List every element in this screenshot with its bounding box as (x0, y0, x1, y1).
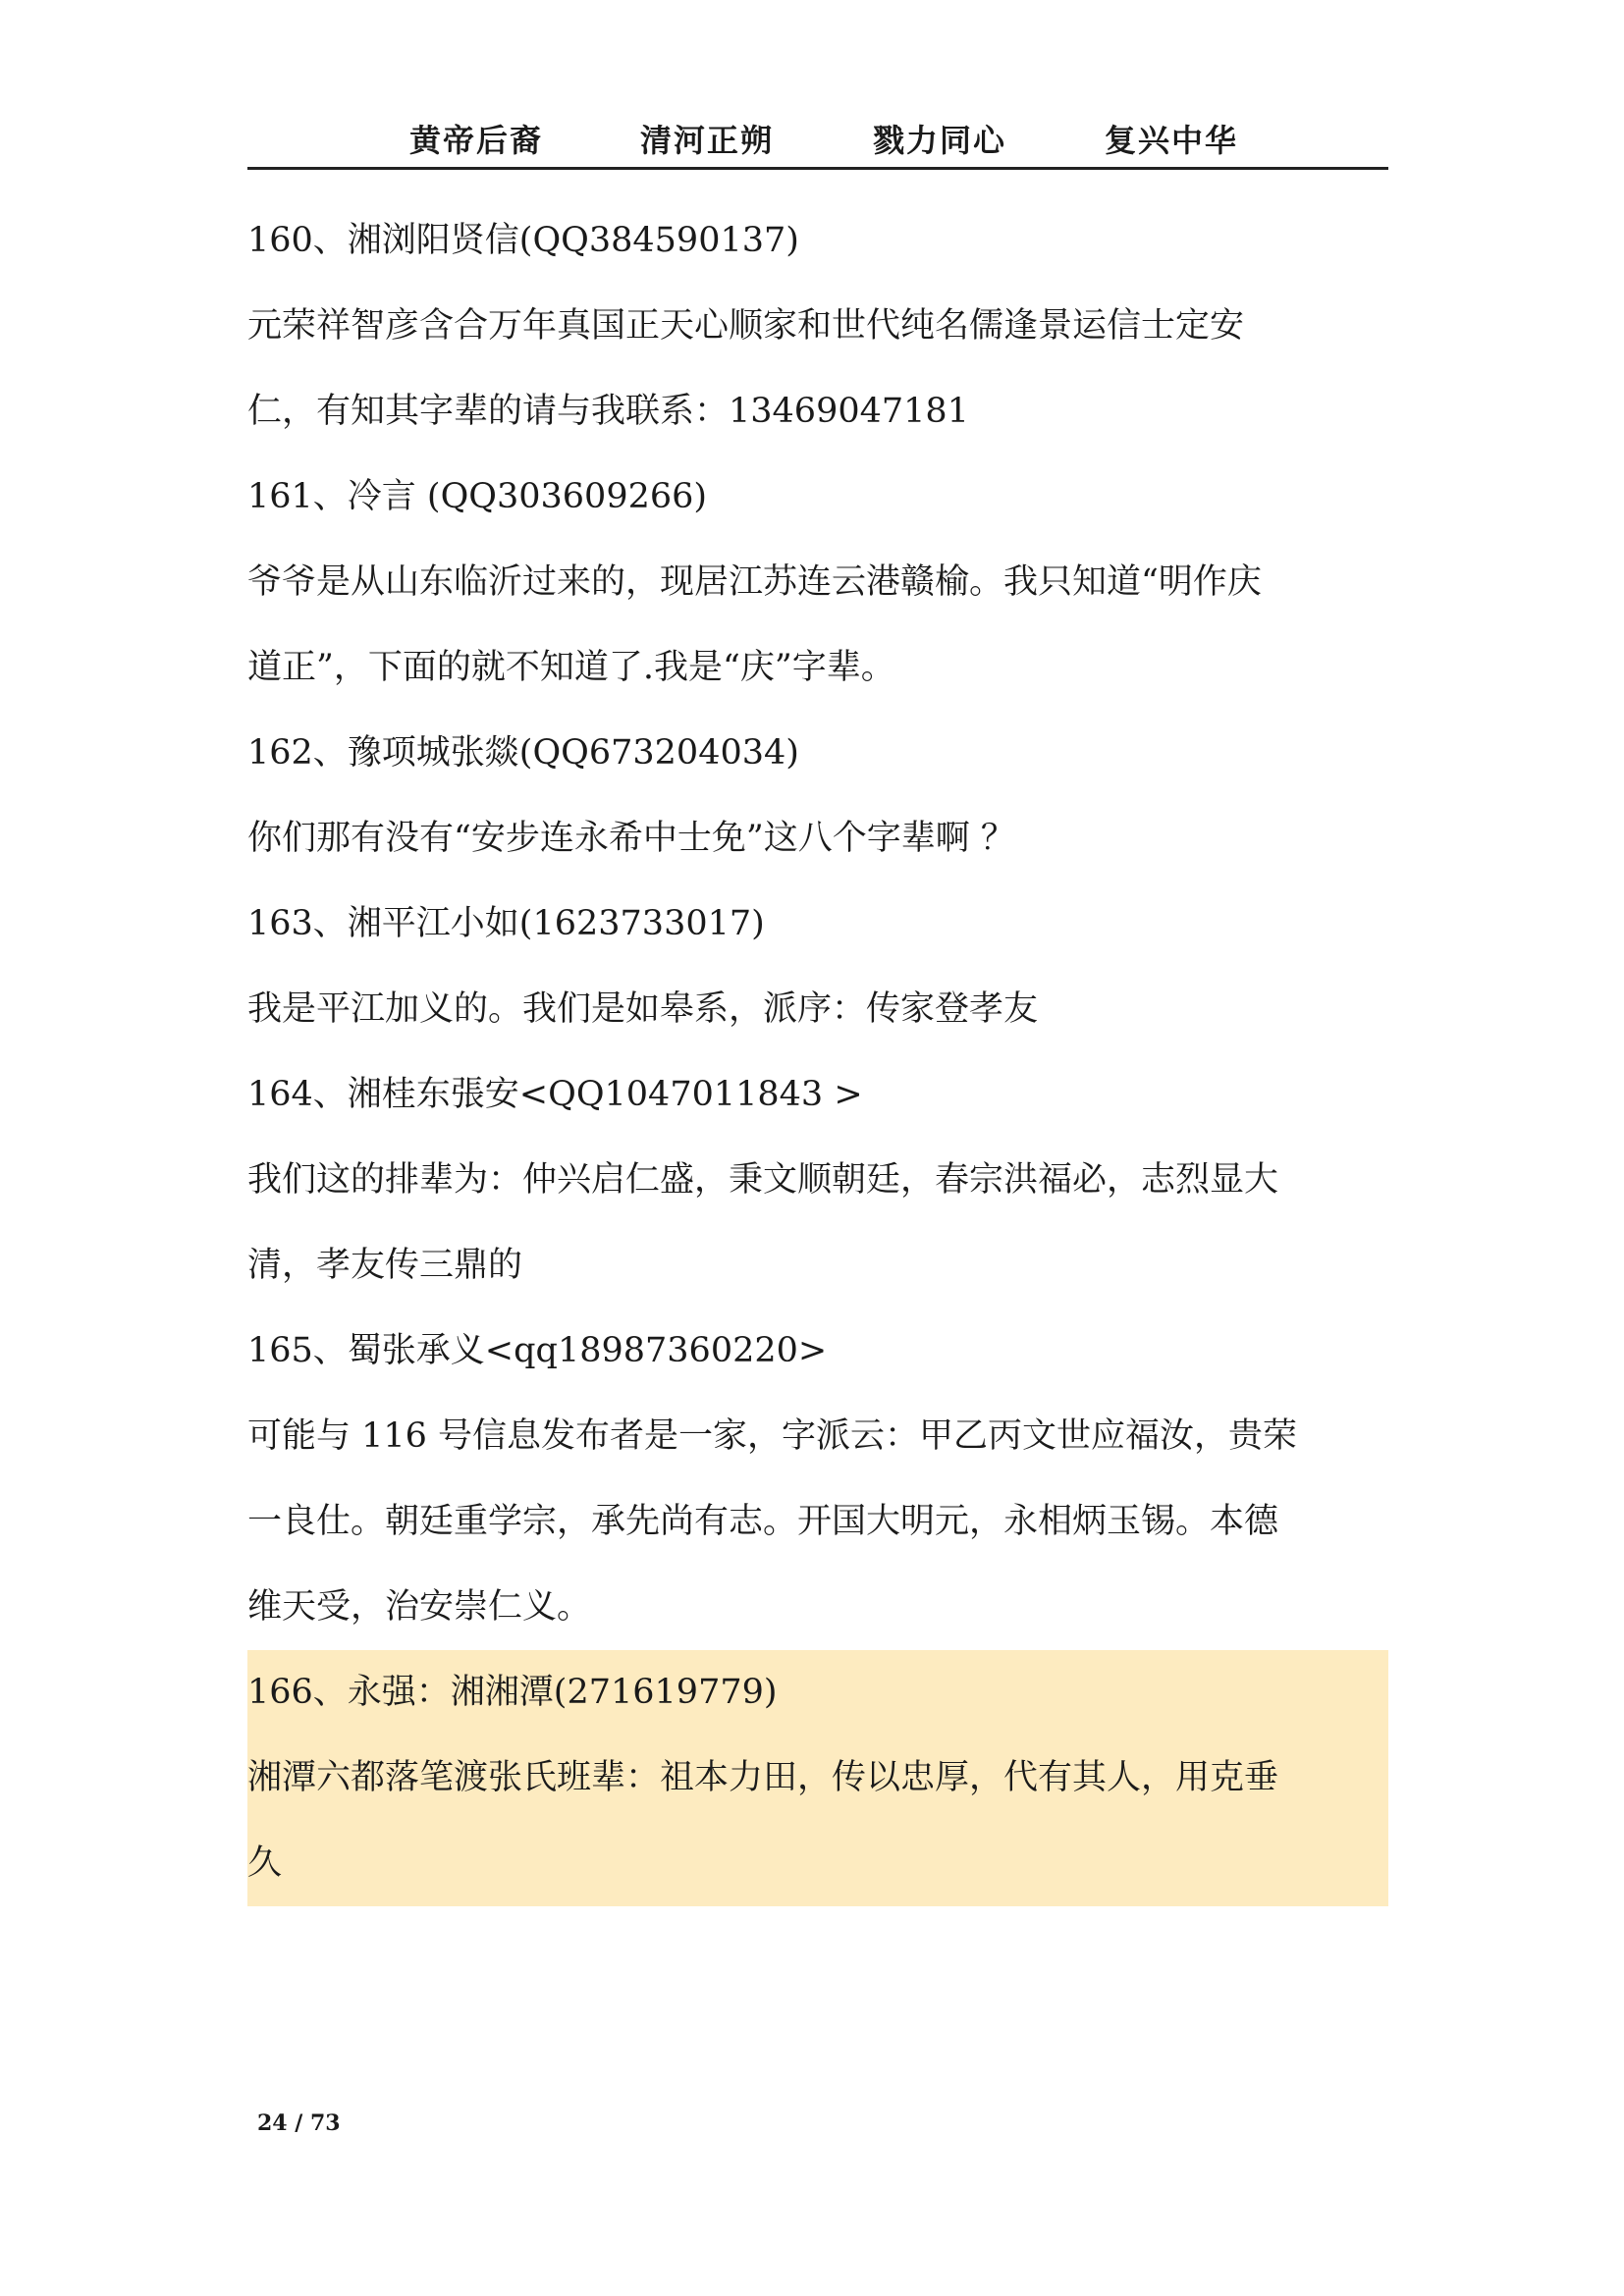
entry-163-title: 163、湘平江小如(1623733017) (247, 904, 765, 943)
page-number: 24 / 73 (257, 2110, 341, 2136)
entry-160-text-2: 仁，有知其字辈的请与我联系：13469047181 (247, 392, 969, 431)
entry-165-title: 165、蜀张承义<qq18987360220> (247, 1331, 828, 1370)
entry-161-title: 161、冷言 (QQ303609266) (247, 477, 708, 516)
entry-162-title: 162、豫项城张燚(QQ673204034) (247, 733, 799, 773)
entry-164-title: 164、湘桂东張安<QQ1047011843 > (247, 1075, 863, 1114)
entry-166-text-2: 久 (247, 1843, 283, 1883)
entry-165-text-2: 一良仕。朝廷重学宗，承先尚有志。开国大明元，永相炳玉锡。本德 (247, 1502, 1279, 1541)
document-body (247, 198, 1388, 1906)
entry-163-text-1: 我是平江加义的。我们是如皋系，派序：传家登孝友 (247, 989, 1039, 1029)
entry-165-text-3: 维天受，治安崇仁义。 (247, 1587, 592, 1627)
entry-164-text-2: 清，孝友传三鼎的 (247, 1246, 523, 1285)
entry-162-text-1: 你们那有没有“安步连永希中士免”这八个字辈啊 ？ (247, 819, 1015, 858)
entry-166-text-1: 湘潭六都落笔渡张氏班辈：祖本力田，传以忠厚，代有其人，用克垂 (247, 1758, 1279, 1797)
header-motto-3: 戮力同心 (873, 122, 1007, 159)
page-header (247, 116, 1388, 170)
entry-161-text-1: 爷爷是从山东临沂过来的，现居江苏连云港赣榆。我只知道“明作庆 (247, 562, 1262, 602)
entry-164-text-1: 我们这的排辈为：仲兴启仁盛，秉文顺朝廷，春宗洪福必，志烈显大 (247, 1160, 1279, 1200)
header-motto-2: 清河正朔 (640, 122, 775, 159)
header-motto-4: 复兴中华 (1105, 122, 1239, 159)
highlighted-entry-166 (247, 1650, 1388, 1906)
entry-161-text-2: 道正”，下面的就不知道了.我是“庆”字辈。 (247, 648, 895, 687)
header-motto-1: 黄帝后裔 (409, 122, 544, 159)
entry-160-title: 160、湘浏阳贤信(QQ384590137) (247, 221, 799, 260)
entry-166-title: 166、永强：湘湘潭(271619779) (247, 1673, 778, 1712)
entry-165-text-1: 可能与 116 号信息发布者是一家，字派云：甲乙丙文世应福汝，贵荣 (247, 1416, 1298, 1456)
entry-160-text-1: 元荣祥智彦含合万年真国正天心顺家和世代纯名儒逢景运信士定安 (247, 306, 1245, 346)
